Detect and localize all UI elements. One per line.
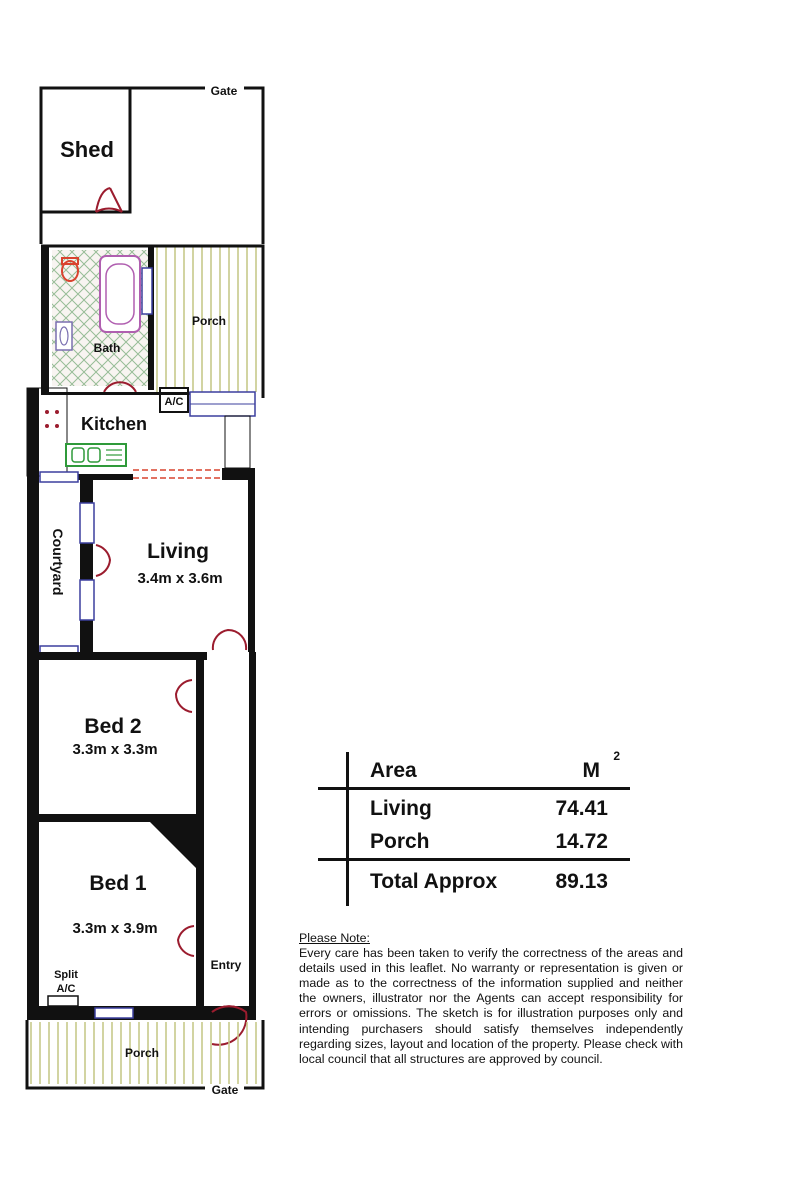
living-label: Living: [147, 540, 209, 563]
living-window-1: [80, 503, 94, 543]
area-header-unit: M: [582, 759, 600, 782]
area-table-header-rule: [318, 787, 630, 790]
area-table: [318, 750, 630, 910]
shed-label: Shed: [60, 137, 114, 162]
basin-icon: [56, 322, 72, 350]
split-ac-label-1: Split: [54, 969, 78, 981]
area-total-label: Total Approx: [370, 870, 498, 893]
split-ac-label-2: A/C: [56, 983, 76, 995]
front-porch-label: Porch: [124, 1046, 160, 1060]
split-ac-unit: [48, 996, 78, 1006]
area-header-label: Area: [370, 759, 417, 782]
area-total-value: 89.13: [555, 870, 608, 893]
area-row-label: Porch: [370, 830, 430, 853]
bed1-label: Bed 1: [89, 872, 147, 895]
living-size: 3.4m x 3.6m: [137, 570, 223, 587]
rear-yard: [41, 88, 263, 244]
area-row-porch: [370, 830, 608, 854]
note-body: Every care has been taken to verify the correctness of the areas and details used in this leaflet. No warranty or representation is given or made as to the correctness of the information supplied and neither the owners, illustrator nor the Agents can accept responsibility for errors or omissions. The sketch is for illustration purposes only and intending purchasers should satisfy themselves independently regarding sizes, layout and location of the property. Please check with local council that all structures are approved by council.: [299, 946, 683, 1066]
rear-porch-label: Porch: [191, 314, 227, 328]
bath-window: [142, 268, 152, 314]
bed2-label: Bed 2: [84, 715, 142, 738]
bath: [41, 246, 154, 394]
area-table-total-rule: [318, 858, 630, 861]
courtyard-window-top: [40, 472, 78, 482]
area-row-value: 14.72: [555, 830, 608, 853]
kitchen-label: Kitchen: [80, 414, 148, 434]
area-table-vertical-rule: [346, 752, 349, 906]
bed1-window: [95, 1008, 133, 1018]
area-row-label: Living: [370, 797, 432, 820]
gate-bottom-label: Gate: [211, 1083, 239, 1097]
ac-label: A/C: [164, 396, 184, 408]
area-header-unit-sup: 2: [613, 749, 620, 763]
area-header-row: [370, 749, 620, 783]
note-title: Please Note:: [299, 931, 370, 945]
area-row-living: [370, 797, 608, 821]
area-row-value: 74.41: [555, 797, 608, 820]
gate-top-label: Gate: [210, 84, 238, 98]
area-row-total: [370, 870, 608, 894]
bed1-size: 3.3m x 3.9m: [72, 920, 158, 937]
bath-label: Bath: [93, 341, 121, 355]
bed2-size: 3.3m x 3.3m: [72, 741, 158, 758]
living-window-2: [80, 580, 94, 620]
courtyard-label: Courtyard: [50, 528, 66, 596]
disclaimer-note: [299, 931, 683, 1067]
entry-label: Entry: [210, 958, 242, 972]
